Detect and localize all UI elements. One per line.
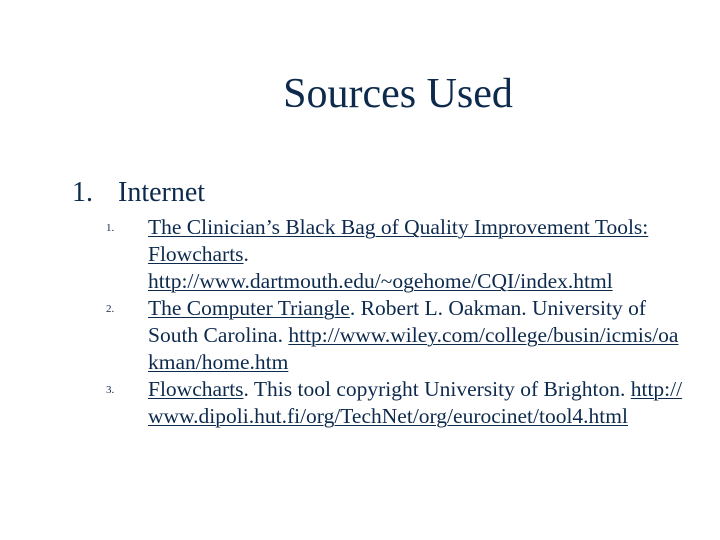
source-title-link[interactable]: The Clinician’s Black Bag of Quality Improvement Tools: Flowcharts (148, 215, 649, 266)
source-url-link[interactable]: http://www.dartmouth.edu/~ogehome/CQI/index.html (148, 269, 613, 293)
source-details: . This tool copyright University of Brighton. (243, 377, 626, 401)
source-number: 3. (106, 384, 115, 396)
list-number: 1. (72, 177, 93, 208)
source-number: 2. (106, 303, 115, 315)
source-title-link[interactable]: Flowcharts (148, 377, 244, 401)
source-details: . Robert L. Oakman. University of South Carolina. (148, 296, 647, 347)
source-title-link[interactable]: The Computer Triangle (148, 296, 350, 320)
source-url-link[interactable]: http://www.wiley.com/college/busin/icmis/oakman/home.htm (148, 323, 679, 374)
list-label: Internet (118, 177, 206, 208)
source-item (106, 376, 686, 430)
slide-title: Sources Used (283, 71, 513, 117)
source-details: . (243, 242, 249, 266)
source-number: 1. (106, 222, 115, 234)
source-list (106, 214, 686, 430)
source-url-link[interactable]: http://www.dipoli.hut.fi/org/TechNet/org/eurocinet/tool4.html (148, 377, 683, 428)
list-item-internet (72, 176, 205, 210)
source-item (106, 214, 686, 295)
source-item (106, 295, 686, 376)
